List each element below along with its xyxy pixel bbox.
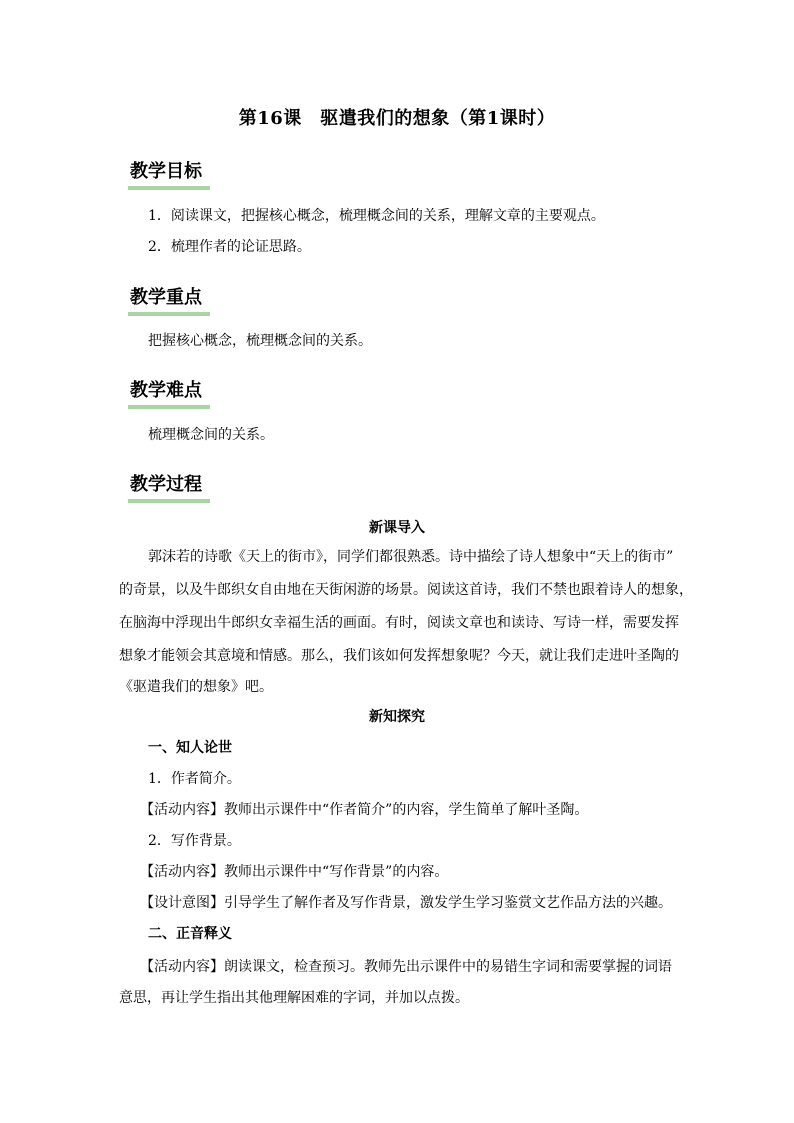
process-item: 2．写作背景。 bbox=[148, 833, 241, 849]
activity-content-line: 意思，再让学生指出其他理解困难的字词，并加以点拨。 bbox=[119, 990, 469, 1006]
intro-paragraph-line: 《驱遣我们的想象》吧。 bbox=[119, 679, 273, 695]
section-heading-process: 教学过程 bbox=[128, 473, 206, 498]
process-item: 1．作者简介。 bbox=[148, 771, 241, 787]
activity-content-line: 【活动内容】朗读课文，检查预习。教师先出示课件中的易错生字词和需要掌握的词语 bbox=[140, 959, 672, 975]
design-intent: 【设计意图】引导学生了解作者及写作背景，激发学生学习鉴赏文艺作品方法的兴趣。 bbox=[140, 895, 672, 911]
section-heading-key-points: 教学重点 bbox=[128, 286, 206, 311]
part-title-author-context: 一、知人论世 bbox=[148, 740, 232, 756]
intro-paragraph-line: 郭沫若的诗歌《天上的街市》，同学们都很熟悉。诗中描绘了诗人想象中“天上的街市” bbox=[148, 549, 674, 565]
section-heading-objectives: 教学目标 bbox=[128, 160, 206, 185]
objective-item: 1．阅读课文，把握核心概念，梳理概念间的关系，理解文章的主要观点。 bbox=[148, 208, 605, 224]
activity-content: 【活动内容】教师出示课件中“写作背景”的内容。 bbox=[140, 864, 449, 880]
section-heading-difficulties: 教学难点 bbox=[128, 379, 206, 404]
intro-paragraph-line: 想象才能领会其意境和情感。那么，我们该如何发挥想象呢？今天，就让我们走进叶圣陶的 bbox=[119, 648, 679, 664]
activity-content: 【活动内容】教师出示课件中“作者简介”的内容，学生简单了解叶圣陶。 bbox=[140, 802, 589, 818]
part-title-pronunciation: 二、正音释义 bbox=[148, 926, 232, 942]
objective-item: 2．梳理作者的论证思路。 bbox=[148, 239, 311, 255]
subheading-intro: 新课导入 bbox=[369, 520, 425, 536]
subheading-explore: 新知探究 bbox=[369, 709, 425, 725]
lesson-title: 第16课 驱遣我们的想象（第1课时） bbox=[238, 108, 556, 129]
intro-paragraph-line: 的奇景，以及牛郎织女自由地在天街闲游的场景。阅读这首诗，我们不禁也跟着诗人的想象， bbox=[119, 582, 693, 598]
key-points-text: 把握核心概念，梳理概念间的关系。 bbox=[148, 333, 372, 349]
difficulties-text: 梳理概念间的关系。 bbox=[148, 427, 274, 443]
intro-paragraph-line: 在脑海中浮现出牛郎织女幸福生活的画面。有时，阅读文章也和读诗、写诗一样，需要发挥 bbox=[119, 615, 679, 631]
